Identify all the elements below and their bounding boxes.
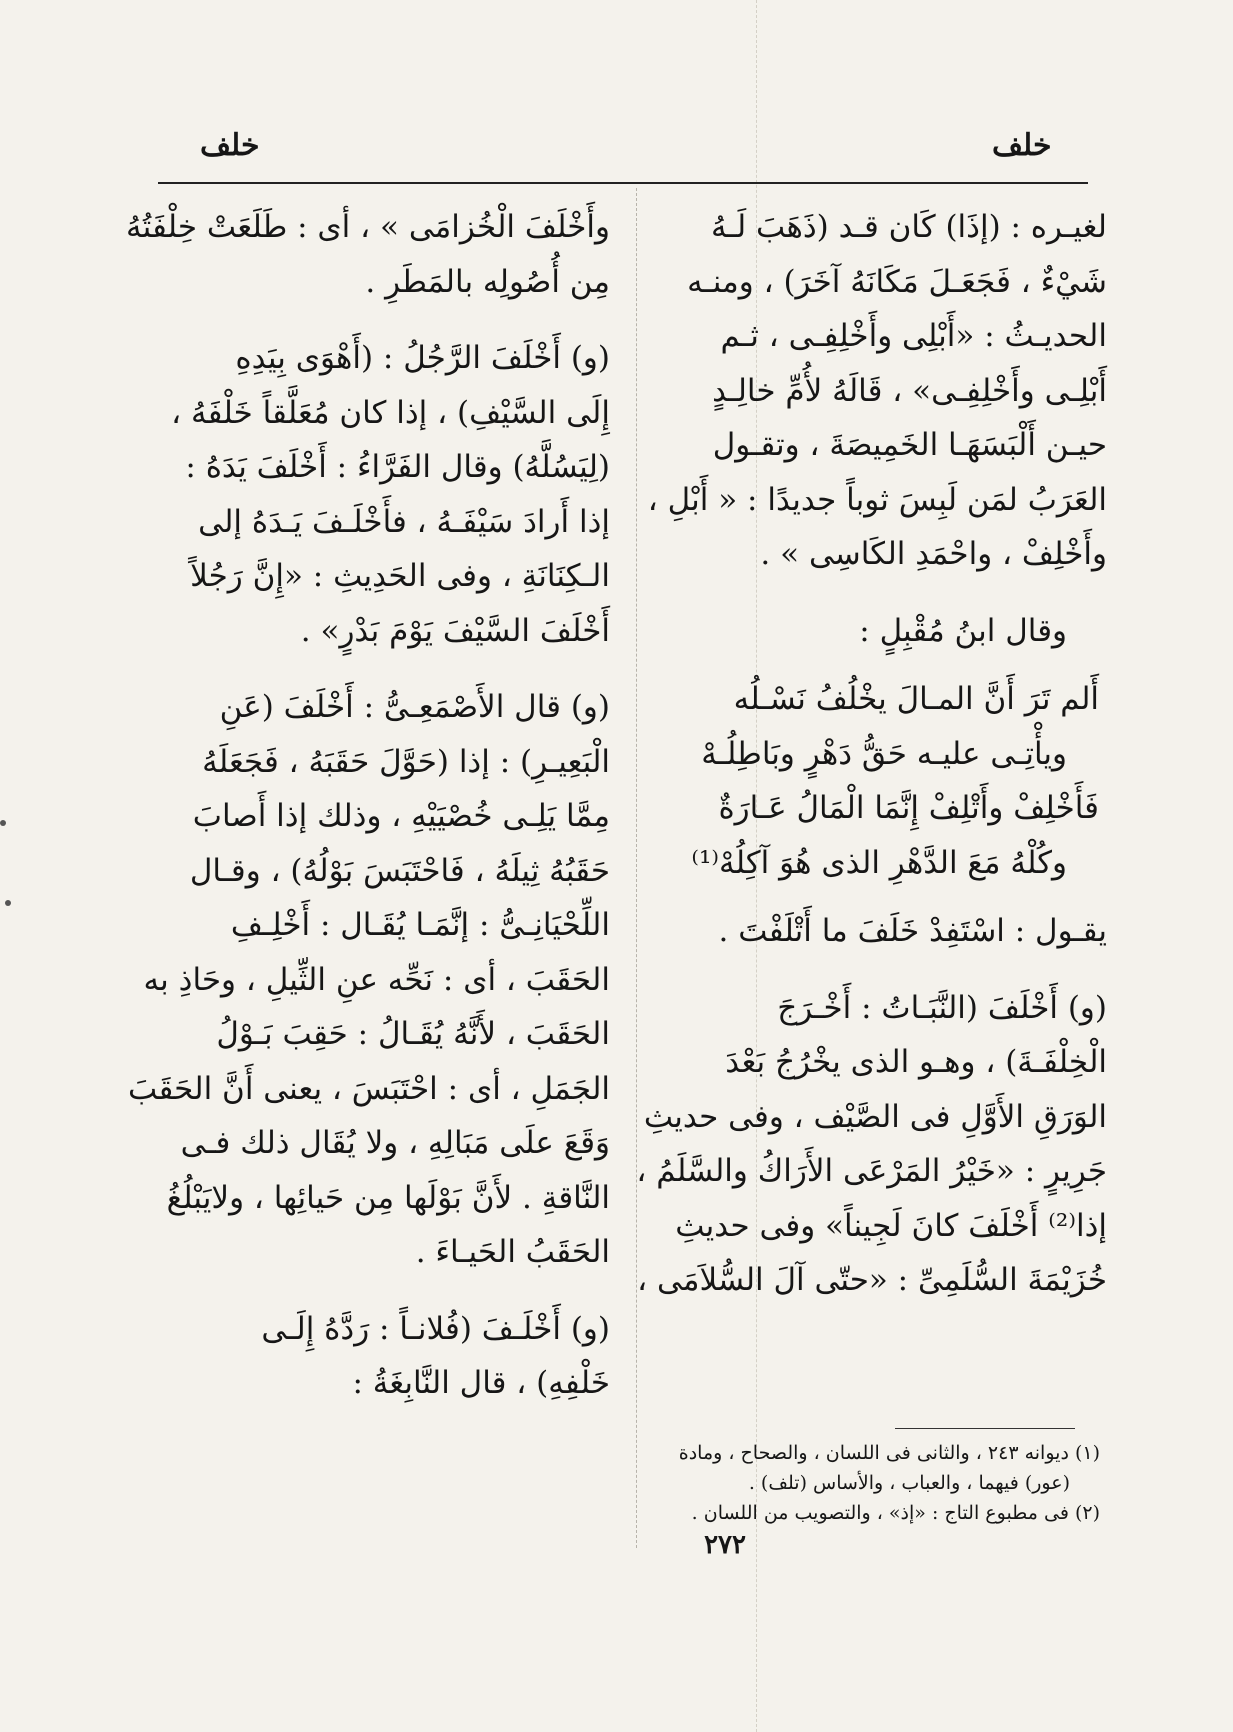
text-line: اللِّحْيَانِـىُّ : إنَّمَـا يُقَـال : أَخْلِـفِ: [230, 907, 610, 943]
verse-explanation: [652, 904, 1107, 959]
text-line: لغيـره : (إذَا) كَان قـد (ذَهَبَ لَـهُ: [711, 209, 1107, 245]
text-line: جَرِيرٍ : «خَيْرُ المَرْعَى الأَرَاكُ والسَّلَمُ ،: [636, 1153, 1107, 1189]
spacer: [140, 658, 610, 680]
text-line: (لِيَسُلَّهُ) وقال الفَرَّاءُ : أَخْلَفَ يَدَهُ :: [185, 449, 610, 485]
verse-line: ويأْتِـى عليـه حَقُّ دَهْرٍ وبَاطِلُـهْ: [701, 735, 1067, 772]
text-line: الْبَعِيـرِ) : إذا (حَوَّلَ حَقَبَهُ ، فَجَعَلَهُ: [202, 743, 610, 780]
column-divider: [636, 188, 638, 1548]
header-left-keyword: خلف: [200, 128, 260, 163]
text-line: حيـن أَلْبَسَهَـا الخَمِيصَةَ ، وتقـول: [712, 427, 1107, 463]
text-line: إِلَى السَّيْفِ) ، إذا كان مُعَلَّقاً خَلْفَهُ ،: [171, 394, 610, 431]
footnote-line: (عور) فيهما ، والعباب ، والأساس (تلف) .: [748, 1472, 1070, 1494]
header-right-keyword: خلف: [992, 128, 1052, 163]
footnotes: [660, 1438, 1100, 1528]
spacer: [140, 1280, 610, 1302]
left-paragraph-2: [140, 331, 610, 658]
verse-line: وكُلْهُ مَعَ الدَّهْرِ الذى هُوَ آكِلُهْ⁽¹⁾: [691, 844, 1067, 881]
spacer: [652, 658, 1107, 672]
text-line: وأَخْلِفْ ، واحْمَدِ الكَاسِى » .: [760, 536, 1107, 572]
text-line: يقـول : اسْتَفِدْ خَلَفَ ما أَتْلَفْتَ .: [718, 913, 1107, 949]
text-line: الحَقَبُ الحَيـاءَ .: [415, 1234, 610, 1270]
text-line: وقال ابنُ مُقْبِلٍ :: [859, 612, 1067, 649]
text-line: الحَقَبَ ، أى : نَحِّه عنِ الثِّيلِ ، وحَاذِ به: [143, 961, 610, 998]
footnote-line: (٢) فى مطبوع التاج : «إذ» ، والتصويب من اللسان .: [691, 1502, 1100, 1524]
spacer: [140, 309, 610, 331]
text-line: وأَخْلَفَ الْخُزامَى » ، أى : طَلَعَتْ خِلْفَتُهُ: [125, 209, 610, 245]
spacer: [652, 890, 1107, 904]
text-line: الوَرَقِ الأَوَّلِ فى الصَّيْف ، وفى حديثِ: [643, 1098, 1107, 1135]
text-line: الجَمَلِ ، أى : احْتَبَسَ ، يعنى أَنَّ الحَقَبَ: [128, 1070, 610, 1107]
quote-intro: [652, 604, 1107, 659]
text-line: أَخْلَفَ السَّيْفَ يَوْمَ بَدْرٍ» .: [300, 612, 610, 649]
left-paragraph-4: [140, 1302, 610, 1411]
text-line: خُزَيْمَةَ السُّلَمِىِّ : «حتّى آلَ السُّلاَمَى ،: [637, 1262, 1107, 1298]
left-paragraph-1: [125, 200, 610, 309]
left-paragraph-3: [128, 680, 610, 1280]
text-line: النَّاقةِ . لأَنَّ بَوْلَها مِن حَيائِها ، ولايَبْلُغُ: [166, 1179, 610, 1216]
text-line: الْخِلْفَـةَ) ، وهـو الذى يخْرُجُ بَعْدَ: [725, 1044, 1107, 1080]
scan-speck: [5, 900, 11, 906]
text-line: إذا⁽²⁾ أَخْلَفَ كانَ لَجِيناً» وفى حديثِ: [675, 1207, 1107, 1244]
text-line: (و) أَخْلَـفَ (فُلانـاً : رَدَّهُ إِلَـى: [261, 1310, 610, 1347]
right-paragraph-1: [647, 200, 1107, 582]
spacer: [652, 582, 1107, 604]
text-line: مِمَّا يَلِـى خُصْيَيْهِ ، وذلك إذا أَصابَ: [192, 798, 610, 834]
verse-line: أَلم تَرَ أَنَّ المـالَ يخْلُفُ نَسْـلُه: [733, 681, 1099, 717]
header-rule: [158, 182, 1088, 184]
scan-speck: [0, 820, 6, 826]
text-line: وَقَعَ علَى مَبَالِهِ ، ولا يُقَال ذلك فـى: [180, 1125, 610, 1161]
text-line: مِن أُصُولِه بالمَطَرِ .: [365, 263, 610, 300]
text-line: إذا أَرادَ سَيْفَـهُ ، فأَخْلَـفَ يَـدَهُ إلى: [198, 503, 610, 540]
left-column: [125, 200, 610, 1411]
text-line: (و) أَخْلَفَ الرَّجُلُ : (أَهْوَى بِيَدِهِ: [235, 340, 610, 376]
poem-verse: [652, 672, 1107, 890]
right-paragraph-2: [636, 981, 1107, 1308]
text-line: شَيْءٌ ، فَجَعَـلَ مَكَانَهُ آخَرَ) ، ومنـه: [687, 263, 1107, 300]
footnote-rule: [895, 1428, 1075, 1429]
text-line: (و) قال الأَصْمَعِـىُّ : أَخْلَفَ (عَنِ: [219, 689, 610, 725]
text-line: الحَقَبَ ، لأَنَّهُ يُقَـالُ : حَقِبَ بَـوْلُ: [216, 1016, 610, 1052]
text-line: العَرَبُ لمَن لَبِسَ ثوباً جديدًا : « أَبْلِ ،: [647, 481, 1107, 518]
footnote-line: (١) ديوانه ٢٤٣ ، والثانى فى اللسان ، والصحاح ، ومادة: [678, 1442, 1100, 1464]
text-line: الحديـثُ : «أَبْلِى وأَخْلِفِـى ، ثـم: [720, 318, 1107, 354]
text-line: أَبْلِـى وأَخْلِفِـى» ، قَالَهُ لأُمِّ خالِـدٍ: [712, 372, 1107, 409]
text-line: الـكِنَانَةِ ، وفى الحَدِيثِ : «إِنَّ رَجُلاً: [190, 558, 610, 594]
verse-line: فَأَخْلِفْ وأَتْلِفْ إِنَّمَا الْمَالُ عَـارَةٌ: [718, 790, 1099, 826]
page-number: ٢٧٢: [704, 1530, 746, 1560]
spacer: [652, 959, 1107, 981]
text-line: خَلْفِهِ) ، قال النَّابِغَةُ :: [352, 1365, 610, 1401]
text-line: حَقَبُهُ ثِيلَهُ ، فَاحْتَبَسَ بَوْلُهُ) ، وقـال: [189, 852, 610, 889]
text-line: (و) أَخْلَفَ (النَّبَـاتُ : أَخْـرَجَ: [777, 989, 1107, 1026]
right-column: [636, 200, 1107, 1308]
